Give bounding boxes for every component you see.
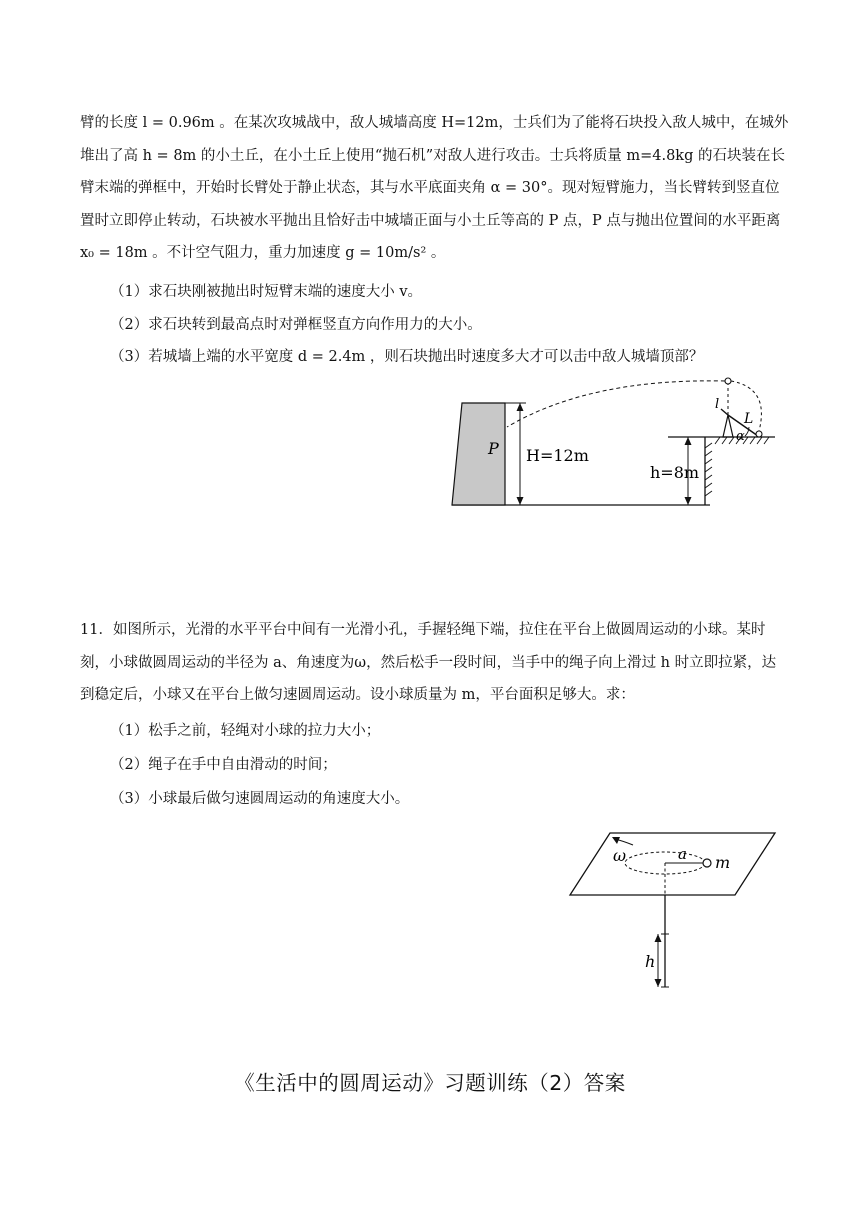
label-alpha: α [736, 429, 745, 444]
problem11-question-1: （1）松手之前，轻绳对小球的拉力大小； [110, 723, 381, 739]
label-a: a [678, 845, 687, 863]
label-l: l [715, 397, 720, 412]
problem11-paragraph: 11．如图所示，光滑的水平平台中间有一光滑小孔，手握轻绳下端，拉住在平台上做圆周运动的小球。某时刻，小球做圆周运动的半径为 a、角速度为ω，然后松手一段时间，当手中的绳子向上滑过 h 时立即拉紧，达到稳定后，小球又在平台上做匀速圆周运动。设小球质量为 m，平台面积足够大。求： [80, 622, 777, 703]
problem10-paragraph: 臂的长度 l = 0.96m 。在某次攻城战中，敌人城墙高度 H=12m，士兵们为了能将石块投入敌人城中，在城外堆出了高 h = 8m 的小土丘，在小土丘上使用“抛石机”对敌人进行攻击。士兵将质量 m=4.8kg 的石块装在长臂末端的弹框中，开始时长臂处于静止状态，其与水平底面夹角 α = 30°。现对短臂施力，当长臂转到竖直位置时立即停止转动，石块被水平抛出且恰好击中城墙正面与小土丘等高的 P 点，P 点与抛出位置间的水平距离 x₀ = 18m 。不计空气阻力，重力加速度 g = 10m/s² 。 [80, 115, 789, 261]
label-H: H=12m [526, 446, 589, 465]
label-h: h=8m [650, 463, 700, 482]
problem11-question-3: （3）小球最后做匀速圆周运动的角速度大小。 [110, 791, 410, 807]
problem11-question-2: （2）绳子在手中自由滑动的时间； [110, 757, 337, 773]
label-m: m [715, 853, 731, 872]
catapult-wall-figure [440, 370, 790, 515]
problem10-question-2: （2）求石块转到最高点时对弹框竖直方向作用力的大小。 [110, 317, 482, 333]
platform-figure [565, 825, 790, 995]
answer-heading: 《生活中的圆周运动》习题训练（2）答案 [234, 1071, 626, 1095]
ball [703, 859, 711, 867]
label-L: L [744, 411, 754, 427]
platform [570, 833, 775, 895]
problem10-question-1: （1）求石块刚被抛出时短臂末端的速度大小 v。 [110, 284, 423, 300]
label-h: h [645, 952, 656, 971]
label-P: P [488, 439, 499, 458]
label-omega: ω [613, 846, 627, 865]
problem10-question-3: （3）若城墙上端的水平宽度 d = 2.4m ，则石块抛出时速度多大才可以击中敌人城墙顶部？ [110, 349, 704, 365]
